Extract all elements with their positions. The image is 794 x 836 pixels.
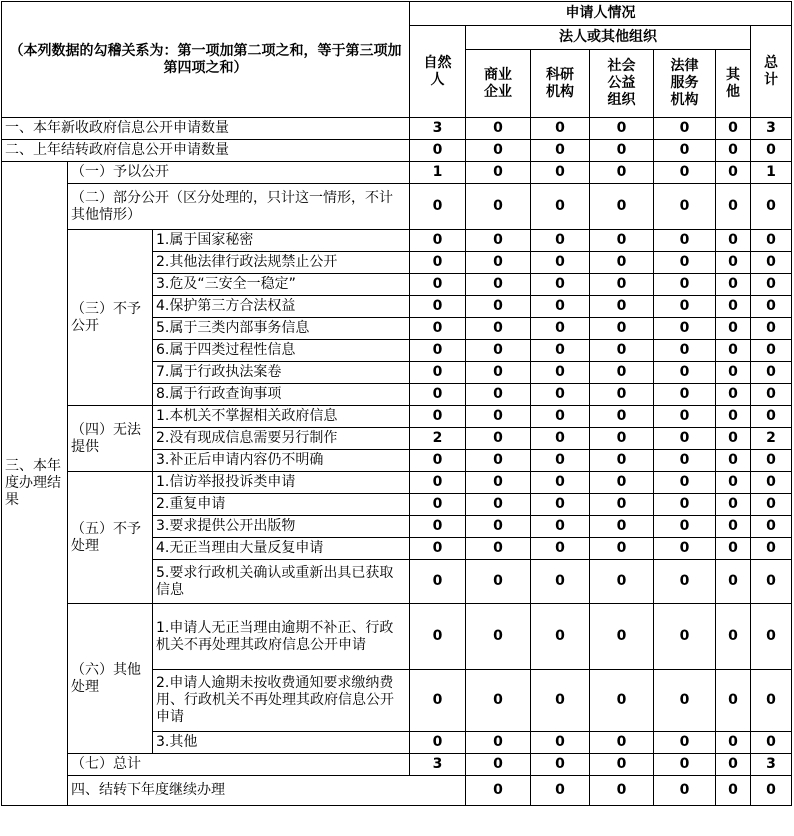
cell: 0 (410, 318, 466, 340)
row-label: 2.重复申请 (153, 494, 410, 516)
cell: 0 (590, 340, 654, 362)
table-row (2, 776, 792, 806)
cell: 0 (716, 340, 751, 362)
cell: 0 (410, 230, 466, 252)
cell: 0 (410, 494, 466, 516)
cell: 0 (654, 118, 716, 140)
cell: 0 (466, 604, 531, 670)
cell: 0 (466, 318, 531, 340)
cell: 0 (716, 732, 751, 754)
cell: 0 (410, 604, 466, 670)
cell: 0 (410, 384, 466, 406)
cell: 0 (466, 538, 531, 560)
cell: 0 (466, 776, 531, 806)
cell: 0 (654, 776, 716, 806)
cell: 0 (531, 560, 590, 604)
cell: 0 (531, 296, 590, 318)
cell: 0 (751, 560, 792, 604)
row-label: 3.补正后申请内容仍不明确 (153, 450, 410, 472)
row-label: 1.本机关不掌握相关政府信息 (153, 406, 410, 428)
cell: 0 (531, 472, 590, 494)
cell: 0 (590, 516, 654, 538)
group-4-label: （四）无法提供 (68, 406, 153, 472)
cell: 0 (531, 776, 590, 806)
cell: 0 (466, 450, 531, 472)
cell: 0 (531, 670, 590, 732)
cell: 0 (716, 538, 751, 560)
cell: 1 (410, 162, 466, 184)
cell: 0 (531, 516, 590, 538)
cell: 0 (590, 428, 654, 450)
cell: 0 (466, 162, 531, 184)
cell: 0 (531, 318, 590, 340)
cell: 0 (716, 140, 751, 162)
cell: 0 (751, 450, 792, 472)
cell: 0 (654, 140, 716, 162)
cell: 0 (654, 274, 716, 296)
cell: 0 (466, 230, 531, 252)
row-label: 1.申请人无正当理由逾期不补正、行政机关不再处理其政府信息公开申请 (153, 604, 410, 670)
cell: 0 (751, 340, 792, 362)
cell: 0 (751, 494, 792, 516)
cell: 0 (716, 516, 751, 538)
cell: 0 (466, 472, 531, 494)
cell: 0 (531, 494, 590, 516)
cell: 0 (654, 296, 716, 318)
row-label: 一、本年新收政府信息公开申请数量 (2, 118, 410, 140)
row-label: 四、结转下年度继续办理 (68, 776, 466, 806)
cell: 0 (590, 184, 654, 230)
table-row (2, 472, 792, 494)
cell: 0 (410, 516, 466, 538)
cell: 0 (590, 472, 654, 494)
cell: 0 (654, 472, 716, 494)
section-3-label: 三、本年度办理结果 (2, 162, 68, 806)
cell: 0 (590, 318, 654, 340)
col-public-welfare: 社会公益组织 (590, 50, 654, 118)
cell: 0 (751, 274, 792, 296)
cell: 0 (654, 340, 716, 362)
cell: 0 (716, 384, 751, 406)
row-label: 3.其他 (153, 732, 410, 754)
cell: 0 (590, 670, 654, 732)
table-row (2, 754, 792, 776)
cell: 0 (531, 162, 590, 184)
cell: 0 (531, 604, 590, 670)
cell: 0 (466, 118, 531, 140)
cell: 0 (751, 362, 792, 384)
cell: 0 (716, 670, 751, 732)
cell: 0 (410, 670, 466, 732)
col-research: 科研机构 (531, 50, 590, 118)
cell: 0 (466, 428, 531, 450)
cell: 0 (410, 140, 466, 162)
group-3-label: （三）不予公开 (68, 230, 153, 406)
cell: 0 (466, 670, 531, 732)
cell: 0 (410, 184, 466, 230)
cell: 0 (531, 274, 590, 296)
cell: 0 (654, 230, 716, 252)
cell: 3 (751, 118, 792, 140)
cell: 0 (590, 406, 654, 428)
cell: 0 (531, 538, 590, 560)
cell: 0 (590, 118, 654, 140)
cell: 0 (590, 362, 654, 384)
cell: 0 (716, 406, 751, 428)
cell: 0 (590, 140, 654, 162)
cell: 0 (751, 516, 792, 538)
cell: 0 (751, 472, 792, 494)
cell: 0 (716, 428, 751, 450)
row-label: 7.属于行政执法案卷 (153, 362, 410, 384)
cell: 0 (466, 406, 531, 428)
cell: 0 (751, 604, 792, 670)
cell: 0 (531, 118, 590, 140)
table-row (2, 118, 792, 140)
cell: 2 (410, 428, 466, 450)
cell: 0 (654, 428, 716, 450)
row-label: 8.属于行政查询事项 (153, 384, 410, 406)
cell: 0 (531, 252, 590, 274)
cell: 0 (531, 450, 590, 472)
cell: 3 (410, 118, 466, 140)
cell: 0 (590, 538, 654, 560)
cell: 0 (654, 754, 716, 776)
cell: 0 (590, 384, 654, 406)
cell: 0 (716, 450, 751, 472)
cell: 0 (466, 274, 531, 296)
cell: 0 (716, 604, 751, 670)
group-6-label: （六）其他处理 (68, 604, 153, 754)
cell: 0 (590, 450, 654, 472)
cell: 0 (654, 604, 716, 670)
col-legal-service: 法律服务机构 (654, 50, 716, 118)
cell: 0 (751, 252, 792, 274)
cell: 0 (466, 732, 531, 754)
cell: 0 (716, 274, 751, 296)
cell: 0 (466, 494, 531, 516)
cell: 0 (654, 494, 716, 516)
cell: 0 (654, 516, 716, 538)
cell: 0 (410, 252, 466, 274)
group-5-label: （五）不予处理 (68, 472, 153, 604)
cell: 0 (716, 184, 751, 230)
col-business: 商业企业 (466, 50, 531, 118)
cell: 0 (716, 494, 751, 516)
cell: 0 (410, 560, 466, 604)
cell: 0 (654, 184, 716, 230)
cell: 0 (751, 184, 792, 230)
cell: 3 (751, 754, 792, 776)
cell: 0 (466, 560, 531, 604)
cell: 0 (590, 162, 654, 184)
cell: 0 (751, 538, 792, 560)
cell: 0 (716, 296, 751, 318)
table-row (2, 604, 792, 670)
cell: 2 (751, 428, 792, 450)
row-label: 2.没有现成信息需要另行制作 (153, 428, 410, 450)
table-row (2, 162, 792, 184)
cell: 0 (466, 340, 531, 362)
cell: 0 (531, 428, 590, 450)
cell: 0 (466, 384, 531, 406)
cell: 3 (410, 754, 466, 776)
row-label: 1.属于国家秘密 (153, 230, 410, 252)
col-natural-person: 自然人 (410, 26, 466, 118)
table-row (2, 230, 792, 252)
cell: 0 (466, 362, 531, 384)
cell: 0 (654, 362, 716, 384)
cell: 0 (716, 118, 751, 140)
cell: 0 (590, 754, 654, 776)
table-row (2, 140, 792, 162)
row-label: 二、上年结转政府信息公开申请数量 (2, 140, 410, 162)
cell: 0 (751, 406, 792, 428)
cell: 0 (531, 340, 590, 362)
cell: 0 (590, 494, 654, 516)
cell: 0 (654, 384, 716, 406)
row-label: （一）予以公开 (68, 162, 410, 184)
cell: 0 (654, 670, 716, 732)
row-label: 3.危及“三安全一稳定” (153, 274, 410, 296)
cell: 0 (410, 732, 466, 754)
cell: 0 (654, 538, 716, 560)
row-label: 5.要求行政机关确认或重新出具已获取信息 (153, 560, 410, 604)
cell: 0 (466, 754, 531, 776)
cell: 0 (410, 362, 466, 384)
cell: 0 (466, 296, 531, 318)
cell: 0 (466, 516, 531, 538)
cell: 0 (590, 776, 654, 806)
cell: 0 (590, 560, 654, 604)
cell: 0 (590, 604, 654, 670)
cell: 0 (716, 252, 751, 274)
cell: 0 (751, 732, 792, 754)
cell: 0 (654, 450, 716, 472)
table-row (2, 184, 792, 230)
cell: 0 (531, 384, 590, 406)
cell: 0 (466, 252, 531, 274)
cell: 0 (531, 732, 590, 754)
cell: 0 (654, 560, 716, 604)
cell: 0 (590, 230, 654, 252)
statistics-table (1, 1, 792, 806)
cell: 0 (716, 472, 751, 494)
cell: 0 (751, 670, 792, 732)
cell: 0 (531, 362, 590, 384)
cell: 0 (590, 732, 654, 754)
cell: 0 (716, 362, 751, 384)
col-total: 总计 (751, 26, 792, 118)
cell: 0 (590, 252, 654, 274)
row-label: （七）总计 (68, 754, 410, 776)
row-label: 1.信访举报投诉类申请 (153, 472, 410, 494)
row-label: 4.无正当理由大量反复申请 (153, 538, 410, 560)
cell: 0 (590, 296, 654, 318)
cell: 0 (716, 162, 751, 184)
cell: 0 (531, 230, 590, 252)
cell: 0 (716, 318, 751, 340)
cell: 0 (716, 776, 751, 806)
cell: 0 (410, 538, 466, 560)
cell: 0 (716, 230, 751, 252)
cell: 0 (531, 754, 590, 776)
header-applicant: 申请人情况 (410, 2, 792, 26)
row-label: 6.属于四类过程性信息 (153, 340, 410, 362)
cell: 0 (531, 406, 590, 428)
cell: 0 (751, 140, 792, 162)
cell: 0 (466, 140, 531, 162)
cell: 0 (751, 318, 792, 340)
cell: 0 (751, 384, 792, 406)
row-label: 3.要求提供公开出版物 (153, 516, 410, 538)
cell: 0 (654, 406, 716, 428)
col-other: 其他 (716, 50, 751, 118)
cell: 0 (466, 184, 531, 230)
cell: 0 (716, 754, 751, 776)
cell: 0 (654, 318, 716, 340)
cell: 0 (751, 296, 792, 318)
cell: 0 (590, 274, 654, 296)
row-label: 2.其他法律行政法规禁止公开 (153, 252, 410, 274)
cell: 0 (410, 406, 466, 428)
cell: 1 (751, 162, 792, 184)
header-note: （本列数据的勾稽关系为：第一项加第二项之和，等于第三项加第四项之和） (2, 2, 410, 118)
row-label: 5.属于三类内部事务信息 (153, 318, 410, 340)
cell: 0 (654, 732, 716, 754)
table-row (2, 406, 792, 428)
cell: 0 (410, 340, 466, 362)
cell: 0 (531, 184, 590, 230)
cell: 0 (654, 252, 716, 274)
cell: 0 (410, 274, 466, 296)
cell: 0 (410, 450, 466, 472)
cell: 0 (654, 162, 716, 184)
row-label: （二）部分公开（区分处理的，只计这一情形，不计其他情形） (68, 184, 410, 230)
header-legal: 法人或其他组织 (466, 26, 751, 50)
row-label: 2.申请人逾期未按收费通知要求缴纳费用、行政机关不再处理其政府信息公开申请 (153, 670, 410, 732)
cell: 0 (751, 776, 792, 806)
cell: 0 (531, 140, 590, 162)
cell: 0 (410, 472, 466, 494)
cell: 0 (751, 230, 792, 252)
cell: 0 (716, 560, 751, 604)
row-label: 4.保护第三方合法权益 (153, 296, 410, 318)
cell: 0 (410, 296, 466, 318)
